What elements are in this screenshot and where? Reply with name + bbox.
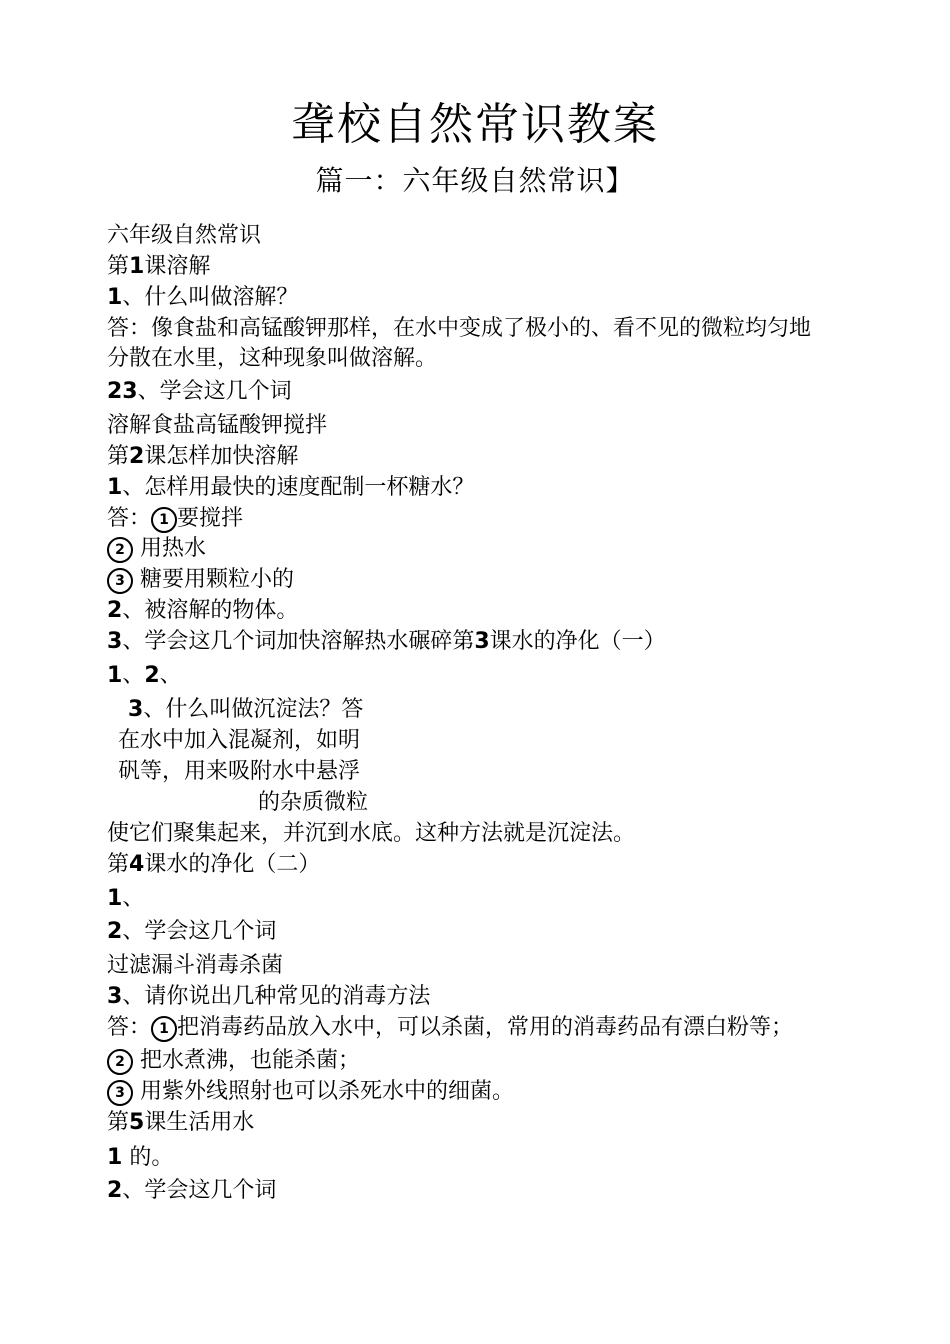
question-line: [107, 597, 298, 625]
line-text: 、请你说出几种常见的消毒方法: [122, 984, 431, 1009]
item-number: 2: [144, 663, 160, 688]
document-subtitle: 篇一：六年级自然常识】: [315, 164, 635, 197]
question-line: [107, 474, 474, 502]
line-text: 要搅拌: [177, 506, 244, 531]
line-text: 第: [107, 444, 130, 469]
circled-number: 1: [151, 507, 177, 533]
lesson-number: 1: [129, 254, 145, 279]
item-number: 3: [107, 629, 123, 654]
item-number: 2: [107, 1178, 123, 1203]
line-text: 、学会这几个词: [122, 919, 277, 944]
question-line: [107, 662, 182, 690]
line-text: 课水的净化（二）: [144, 852, 321, 877]
question-line: [107, 983, 430, 1011]
question-line: [107, 1144, 173, 1172]
item-number: 2: [107, 919, 123, 944]
answer-line: [107, 535, 206, 563]
lesson-number: 2: [129, 444, 145, 469]
answer-line: [118, 727, 360, 755]
circled-number: 1: [151, 1016, 177, 1042]
line-text: 、: [122, 886, 145, 911]
question-line: [107, 885, 144, 913]
line-text: 、怎样用最快的速度配制一杯糖水？: [122, 475, 475, 500]
item-number: 3: [128, 697, 144, 722]
document-title: 聋校自然常识教案: [291, 99, 659, 150]
question-line: [128, 696, 363, 724]
lesson-heading: [107, 253, 210, 281]
line-text: 糖要用颗粒小的: [140, 567, 295, 592]
text-line: [107, 222, 261, 250]
answer-line: [258, 789, 368, 817]
answer-line: [107, 566, 294, 594]
item-number: 1: [107, 475, 123, 500]
line-text: 、什么叫做沉淀法？答: [143, 697, 364, 722]
item-number: 3: [107, 984, 123, 1009]
lesson-number: 4: [129, 852, 145, 877]
item-number: 1: [107, 663, 123, 688]
question-line: [107, 378, 292, 406]
answer-line: [107, 1014, 793, 1042]
line-text: 的杂质微粒: [258, 790, 369, 815]
answer-line: [107, 820, 635, 848]
item-number: 1: [107, 886, 123, 911]
line-text: 课水的净化（一）: [489, 629, 666, 654]
line-text: 、: [122, 663, 145, 688]
line-text: 课溶解: [144, 254, 211, 279]
line-text: 溶解食盐高锰酸钾搅拌: [107, 413, 328, 438]
line-text: 第: [107, 254, 130, 279]
item-number: 23: [107, 379, 138, 404]
lesson-heading: [107, 851, 320, 879]
line-text: 用紫外线照射也可以杀死水中的细菌。: [140, 1079, 515, 1104]
line-text: 课怎样加快溶解: [144, 444, 299, 469]
line-text: 第: [107, 852, 130, 877]
circled-number: 2: [107, 537, 133, 563]
line-text: 、学会这几个词: [137, 379, 292, 404]
line-text: 过滤漏斗消毒杀菌: [107, 953, 284, 978]
lesson-number: 3: [474, 629, 490, 654]
item-number: 2: [107, 598, 123, 623]
circled-number: 2: [107, 1049, 133, 1075]
line-text: 把水煮沸，也能杀菌；: [140, 1048, 361, 1073]
line-text: 答：像食盐和高锰酸钾那样，在水中变成了极小的、看不见的微粒均匀地: [107, 316, 812, 341]
question-line: [107, 284, 298, 312]
line-text: 、什么叫做溶解？: [122, 285, 299, 310]
answer-line: [118, 758, 360, 786]
line-text: 使它们聚集起来，并沉到水底。这种方法就是沉淀法。: [107, 821, 636, 846]
lesson-number: 5: [129, 1110, 145, 1135]
line-text: 的。: [129, 1145, 174, 1170]
question-line: [107, 628, 666, 656]
answer-line: [107, 315, 811, 343]
line-text: 六年级自然常识: [107, 223, 262, 248]
circled-number: 3: [107, 1080, 133, 1106]
answer-line: [107, 1047, 360, 1075]
question-line: [107, 1177, 276, 1205]
line-text: 答：: [107, 1015, 152, 1040]
line-text: 、学会这几个词加快溶解热水碾碎第: [122, 629, 475, 654]
lesson-heading: [107, 1109, 254, 1137]
vocab-line: [107, 952, 283, 980]
vocab-line: [107, 412, 327, 440]
line-text: 用热水: [140, 536, 207, 561]
question-line: [107, 918, 276, 946]
item-number: 1: [107, 285, 123, 310]
line-text: 课生活用水: [144, 1110, 255, 1135]
line-text: 、被溶解的物体。: [122, 598, 299, 623]
item-number: 1: [107, 1145, 123, 1170]
answer-line: [107, 1078, 514, 1106]
line-text: 答：: [107, 506, 152, 531]
line-text: 分散在水里，这种现象叫做溶解。: [107, 346, 438, 371]
line-text: 、学会这几个词: [122, 1178, 277, 1203]
answer-line: [107, 505, 243, 533]
circled-number: 3: [107, 568, 133, 594]
line-text: 在水中加入混凝剂，如明: [118, 728, 361, 753]
line-text: 把消毒药品放入水中，可以杀菌，常用的消毒药品有漂白粉等；: [177, 1015, 794, 1040]
line-text: 、: [159, 663, 182, 688]
line-text: 第: [107, 1110, 130, 1135]
lesson-heading: [107, 443, 298, 471]
answer-line: [107, 345, 437, 373]
line-text: 矾等，用来吸附水中悬浮: [118, 759, 361, 784]
